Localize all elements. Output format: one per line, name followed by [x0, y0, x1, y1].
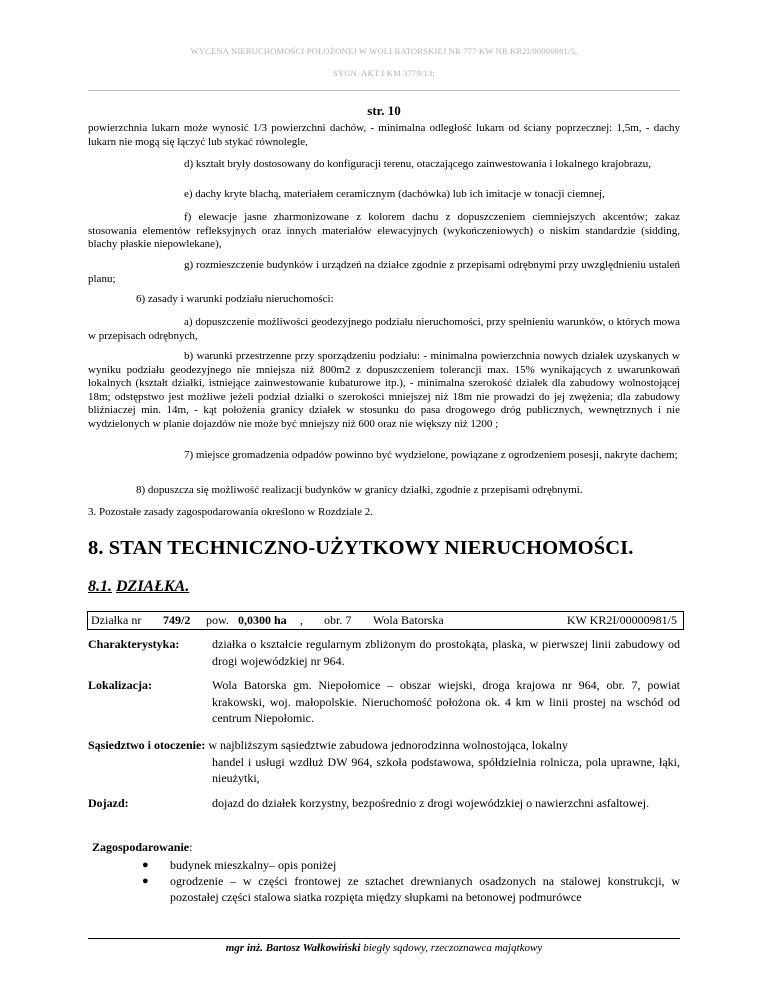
parcel-label: Działka nr — [91, 613, 142, 627]
list-item — [140, 873, 680, 905]
dojazd-label: Dojazd: — [88, 796, 129, 810]
zagospodarowanie-label-text: Zagospodarowanie — [92, 840, 190, 854]
sasiedztwo-first-line: Sąsiedztwo i otoczenie: w najbliższym sąsiedztwie zabudowa jednorodzinna wolnostojąca, lokalny — [88, 738, 568, 752]
paragraph-text: 6) zasady i warunki podziału nieruchomości: — [136, 293, 334, 305]
lokalizacja-value: Wola Batorska gm. Niepołomice – obszar wiejski, droga krajowa nr 964, obr. 7, powiat krakowski, woj. małopolskie. Nieruchomość położona ok. 4 km w linii prostej na wschód od centrum Niepołomic. — [212, 678, 680, 725]
footer-role: biegły sądowy, rzeczoznawca majątkowy — [360, 942, 543, 954]
running-header-line2: SYGN. AKT I KM 3779/13; — [333, 68, 435, 78]
parcel-area-value: 0,0300 ha — [238, 613, 287, 627]
lokalizacja-row — [88, 677, 680, 727]
paragraph-text: 8) dopuszcza się możliwość realizacji budynków w granicy działki, zgodnie z przepisami odrębnymi. — [136, 484, 583, 496]
paragraph-text: 7) miejsce gromadzenia odpadów powinno być wydzielone, powiązane z ogrodzeniem posesji, nakryte dachem; — [184, 449, 678, 461]
paragraph — [88, 122, 680, 149]
lokalizacja-label: Lokalizacja: — [88, 678, 152, 692]
paragraph — [88, 158, 680, 172]
paragraph — [88, 259, 680, 286]
dojazd-value: dojazd do działek korzystny, bezpośrednio z drogi wojewódzkiej o nawierzchni asfaltowej. — [212, 796, 650, 810]
sasiedztwo-rest: handel i usługi wzdłuż DW 964, szkoła podstawowa, spółdzielnia rolnicza, pola uprawne, łąki, nieużytki, — [212, 754, 680, 785]
zagospodarowanie-list — [140, 857, 680, 905]
charakterystyka-label: Charakterystyka: — [88, 637, 180, 651]
subsection-title: DZIAŁKA. — [116, 578, 190, 595]
sasiedztwo-row — [88, 737, 680, 787]
charakterystyka-label-text: Charakterystyka — [88, 637, 176, 651]
header-rule — [88, 90, 680, 91]
sasiedztwo-label: Sąsiedztwo i otoczenie — [88, 738, 202, 752]
footer-rule — [88, 938, 680, 939]
paragraph — [88, 211, 680, 252]
list-item — [140, 857, 680, 873]
paragraph-text: powierzchnia lukarn może wynosić 1/3 powierzchni dachów, - minimalna odległość lukarn od ściany poprzecznej: 1,5m, - dachy lukarn nie mogą się łączyć lub stykać równolegle, — [88, 122, 680, 148]
list-item-text: budynek mieszkalny– opis poniżej — [170, 858, 337, 872]
paragraph — [88, 484, 680, 498]
paragraph-text: b) warunki przestrzenne przy sporządzeniu podziału: - minimalna powierzchnia nowych działek uzyskanych w wyniku podziału geodezyjnego nie mniejsza niż 800m2 z dopuszczeniem tolerancji max. 15% wynikających z uwarunkowań lokalnych (kształt działki, istniejące zainwestowanie kubaturowe itp.), - minimalna szerokość działek dla zabudowy wolnostojącej 18m; odstępstwo jest możliwe jeżeli podział działki o szerokości mniejszej niż 18m nie prowadzi do jej zwężenia; dla zabudowy bliźniaczej min. 14m, - kąt położenia granicy działek w stosunku do pasa drogowego dróg publicznych, wewnętrznych i nie wydzielonych w planie dojazdów nie może być mniejszy niż 600 oraz nie większy niż 1200 ; — [88, 350, 680, 430]
parcel-place: Wola Batorska — [373, 613, 444, 627]
paragraph — [88, 350, 680, 431]
paragraph — [88, 316, 680, 343]
paragraph-text: g) rozmieszczenie budynków i urządzeń na działce zgodnie z przepisami odrębnymi przy uwzględnieniu ustaleń planu; — [88, 259, 680, 285]
paragraph-text: d) kształt bryły dostosowany do konfiguracji terenu, otaczającego zainwestowania i lokalnego krajobrazu, — [184, 158, 652, 170]
charakterystyka-row — [88, 636, 680, 669]
zagospodarowanie-label: Zagospodarowanie: — [92, 840, 193, 854]
subsection-number: 8.1. — [88, 578, 112, 595]
page-number: str. 10 — [367, 103, 401, 118]
parcel-area-suffix: , — [300, 613, 303, 627]
section-heading: 8. STAN TECHNICZNO-UŻYTKOWY NIERUCHOMOŚCI. — [88, 537, 634, 559]
bullet-icon: ● — [142, 859, 149, 871]
dojazd-row — [88, 795, 680, 812]
paragraph-text: 3. Pozostałe zasady zagospodarowania określono w Rozdziale 2. — [88, 506, 373, 518]
paragraph — [88, 188, 680, 202]
list-item-text: ogrodzenie – w części frontowej ze sztachet drewnianych osadzonych na stalowej konstrukcji, w pozostałej części stalowa siatka rozpięta między słupkami na betonowej podmurówce — [170, 874, 680, 904]
page-footer — [0, 942, 768, 954]
charakterystyka-value: działka o kształcie regularnym zbliżonym do prostokąta, plaska, w pierwszej linii zabudowy od drogi wojewódzkiej nr 964. — [212, 637, 680, 668]
paragraph — [88, 449, 680, 463]
paragraph — [88, 506, 680, 520]
paragraph-text: a) dopuszczenie możliwości geodezyjnego podziału nieruchomości, przy spełnieniu warunków, o których mowa w przepisach odrębnych, — [88, 316, 680, 342]
parcel-area-label: pow. — [206, 613, 229, 627]
parcel-obreb: obr. 7 — [324, 613, 352, 627]
paragraph-text: f) elewacje jasne zharmonizowane z kolorem dachu z dopuszczeniem ciemniejszych akcentów; zakaz stosowania elementów refleksyjnych oraz innych materiałów elewacyjnych (wykończeniowych) o niskim standardzie (sidding, blachy płaskie niepowlekane), — [88, 211, 680, 250]
parcel-number: 749/2 — [163, 613, 191, 627]
lokalizacja-label-text: Lokalizacja — [88, 678, 148, 692]
running-header-line1: WYCENA NIERUCHOMOŚCI POŁOŻONEJ W WOLI BATORSKIEJ NR 777 KW NR KR2I/00000981/5, — [190, 46, 578, 56]
parcel-box — [87, 611, 684, 630]
paragraph — [88, 293, 680, 307]
footer-author: mgr inż. Bartosz Wałkowiński — [225, 942, 361, 954]
paragraph-text: e) dachy kryte blachą, materiałem ceramicznym (dachówka) lub ich imitacje w tonacji ciemnej, — [184, 188, 605, 200]
bullet-icon: ● — [142, 875, 149, 887]
sasiedztwo-first: w najbliższym sąsiedztwie zabudowa jednorodzinna wolnostojąca, lokalny — [208, 738, 568, 752]
parcel-kw: KW KR2I/00000981/5 — [566, 613, 677, 627]
subsection-heading — [88, 578, 189, 596]
